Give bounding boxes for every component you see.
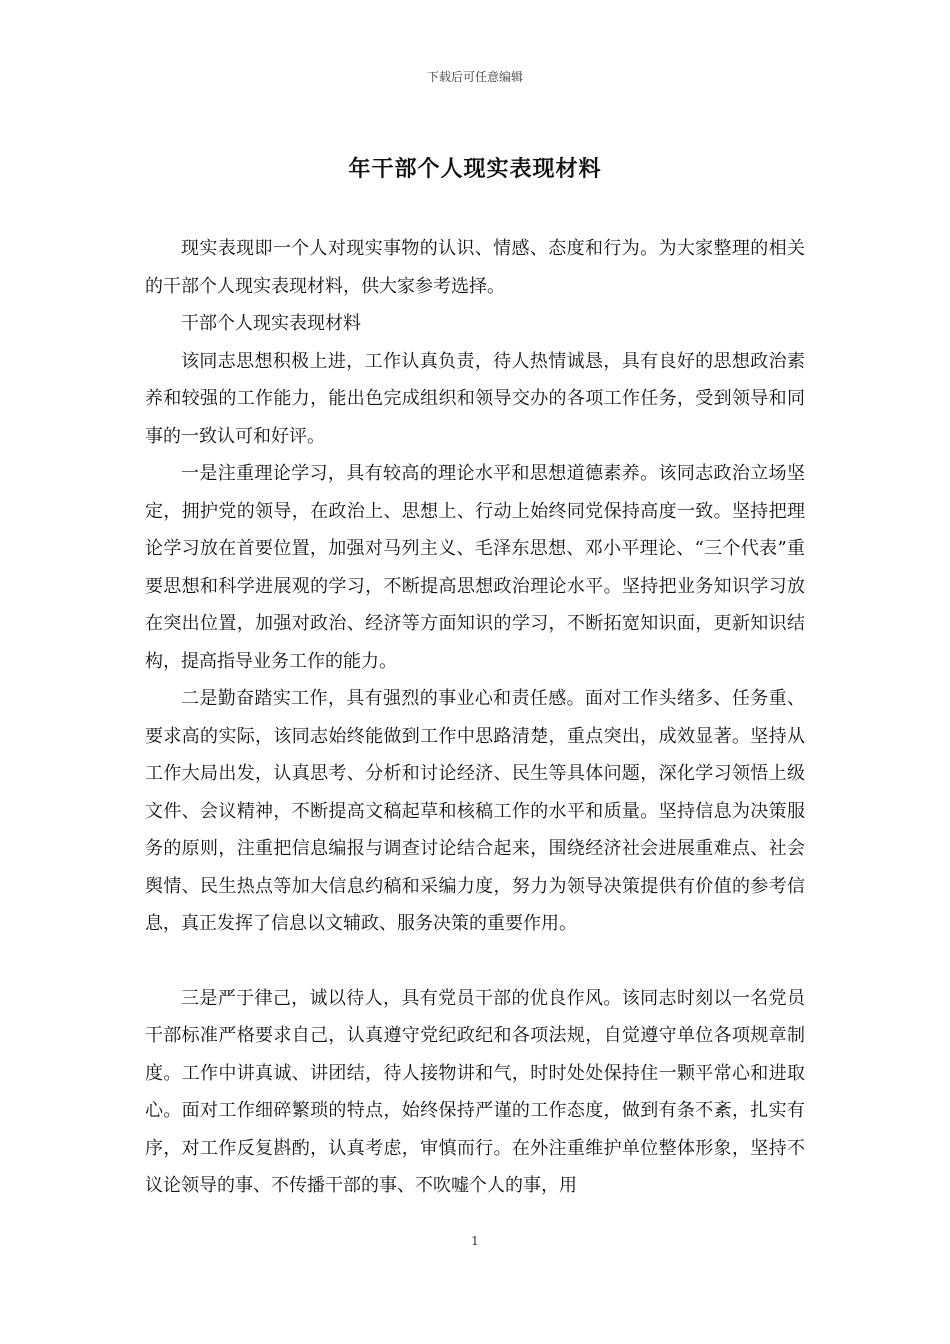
header-note: 下载后可任意编辑 xyxy=(426,70,523,84)
point-two-paragraph: 二是勤奋踏实工作，具有强烈的事业心和责任感。面对工作头绪多、任务重、要求高的实际，该同志始终能做到工作中思路清楚，重点突出，成效显著。坚持从工作大局出发，认真思考、分析和讨论经济、民生等具体问题，深化学习领悟上级文件、会议精神，不断提高文稿起草和核稿工作的水平和质量。坚持信息为决策服务的原则，注重把信息编报与调查讨论结合起来，围绕经济社会进展重难点、社会舆情、民生热点等加大信息约稿和采编力度，努力为领导决策提供有价值的参考信息，真正发挥了信息以文辅政、服务决策的重要作用。 xyxy=(145,688,805,934)
intro-paragraph: 现实表现即一个人对现实事物的认识、情感、态度和行为。为大家整理的相关的干部个人现实表现材料，供大家参考选择。 xyxy=(145,238,805,297)
summary-paragraph: 该同志思想积极上进，工作认真负责，待人热情诚恳，具有良好的思想政治素养和较强的工作能力，能出色完成组织和领导交办的各项工作任务，受到领导和同事的一致认可和好评。 xyxy=(145,350,805,447)
document-body xyxy=(145,230,805,1205)
point-three-paragraph: 三是严于律己，诚以待人，具有党员干部的优良作风。该同志时刻以一名党员干部标准严格要求自己，认真遵守党纪政纪和各项法规，自觉遵守单位各项规章制度。工作中讲真诚、讲团结，待人接物讲和气，时时处处保持住一颗平常心和进取心。面对工作细碎繁琐的特点，始终保持严谨的工作态度，做到有条不紊，扎实有序，对工作反复斟酌，认真考虑，审慎而行。在外注重维护单位整体形象，坚持不议论领导的事、不传播干部的事、不吹嘘个人的事，用 xyxy=(145,987,805,1196)
section-heading: 干部个人现实表现材料 xyxy=(181,313,361,334)
document-title: 年干部个人现实表现材料 xyxy=(348,156,602,182)
point-one-paragraph: 一是注重理论学习，具有较高的理论水平和思想道德素养。该同志政治立场坚定，拥护党的领导，在政治上、思想上、行动上始终同党保持高度一致。坚持把理论学习放在首要位置，加强对马列主义、毛泽东思想、邓小平理论、“三个代表”重要思想和科学进展观的学习，不断提高思想政治理论水平。坚持把业务知识学习放在突出位置，加强对政治、经济等方面知识的学习，不断拓宽知识面，更新知识结构，提高指导业务工作的能力。 xyxy=(145,463,805,672)
page-number: 1 xyxy=(471,1234,479,1248)
